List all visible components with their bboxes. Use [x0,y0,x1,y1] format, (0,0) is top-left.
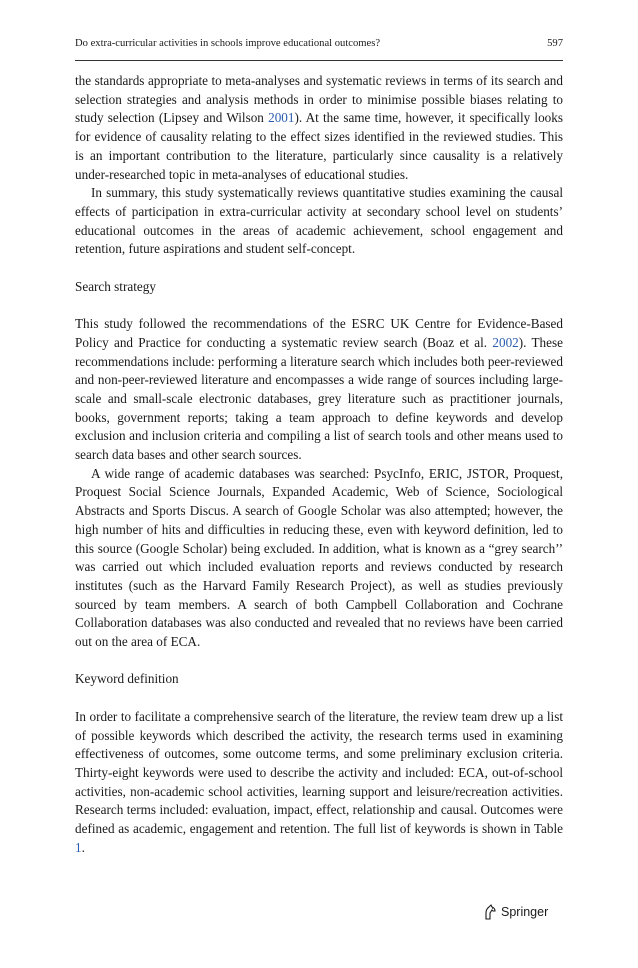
paragraph-5 [75,708,563,858]
springer-logo [483,903,548,921]
paragraph-1-text-b: ). At the same time, however, it specifically looks for evidence of causality relating to the effect sizes identified in the reviewed studies. This is an important contribution to the literature, particularly since causality is a relatively under-researched topic in meta-analyses of educational studies. [75,110,563,182]
paragraph-2: In summary, this study systematically reviews quantitative studies examining the causal effects of participation in extra-curricular activity at secondary school level on students’ educational outcomes in the areas of academic achievement, school engagement and retention, future aspirations and student self-concept. [75,185,563,257]
paragraph-1-text-a: the standards appropriate to meta-analyses and systematic reviews in terms of its search and selection strategies and analysis methods in order to minimise possible biases relating to study selection (Lipsey and Wilson [75,73,563,126]
paragraph-5-text-b: . [81,839,85,855]
running-header [75,36,563,52]
paragraph-4: A wide range of academic databases was searched: PsycInfo, ERIC, JSTOR, Proquest, Proquest Social Science Journals, Expanded Academic, Web of Science, Sociological Abstracts and Sports Discus. A search of Google Scholar was also attempted; however, the high number of hits and difficulties in reducing these, even with keyword definition, led to this source (Google Scholar) being excluded. In addition, what is known as a “grey search’’ was carried out which included evaluation reports and reviews conducted by research institutes (such as the Harvard Family Research Project), as well as studies previously sourced by team members. A search of both Campbell Collaboration and Cochrane Collaboration databases was also conducted and revealed that no reviews have been carried out on the area of ECA. [75,465,563,650]
publisher-name: Springer [501,905,549,919]
citation-boaz-2002[interactable]: 2002 [492,334,519,350]
page-number: 597 [547,38,563,49]
citation-lipsey-2001[interactable]: 2001 [268,110,295,126]
header-rule [75,60,563,61]
section-heading-keyword-definition: Keyword definition [75,671,179,687]
running-title: Do extra-curricular activities in schools improve educational outcomes? [75,38,381,49]
article-body [75,72,563,857]
paragraph-3-text-b: ). These recommendations include: performing a literature search which includes both peer-reviewed and non-peer-reviewed literature and encompasses a wide range of sources including large-scale and small-scale electronic databases, grey literature such as practitioner journals, books, government reports; taking a team approach to define keywords and develop exclusion and inclusion criteria and compiling a list of search tools and other means used to search data bases and other search sources. [75,334,563,463]
paragraph-5-text-a: In order to facilitate a comprehensive search of the literature, the review team drew up a list of possible keywords which described the activity, the research terms used in examining effectiveness of outcomes, some outcome terms, and some preliminary exclusion criteria. Thirty-eight keywords were used to describe the activity and included: ECA, out-of-school activities, non-academic school activities, learning support and leisure/recreation activities. Research terms included: evaluation, impact, effect, relationship and causal. Outcomes were defined as academic, engagement and retention. The full list of keywords is shown in Table [75,708,563,837]
section-heading-search-strategy: Search strategy [75,278,156,294]
springer-horse-icon [483,904,497,920]
table-1-reference[interactable]: 1 [75,839,82,855]
paragraph-1 [75,72,563,184]
paragraph-3 [75,315,563,465]
paragraph-3-text-a: This study followed the recommendations of the ESRC UK Centre for Evidence-Based Policy and Practice for conducting a systematic review search (Boaz et al. [75,316,563,350]
